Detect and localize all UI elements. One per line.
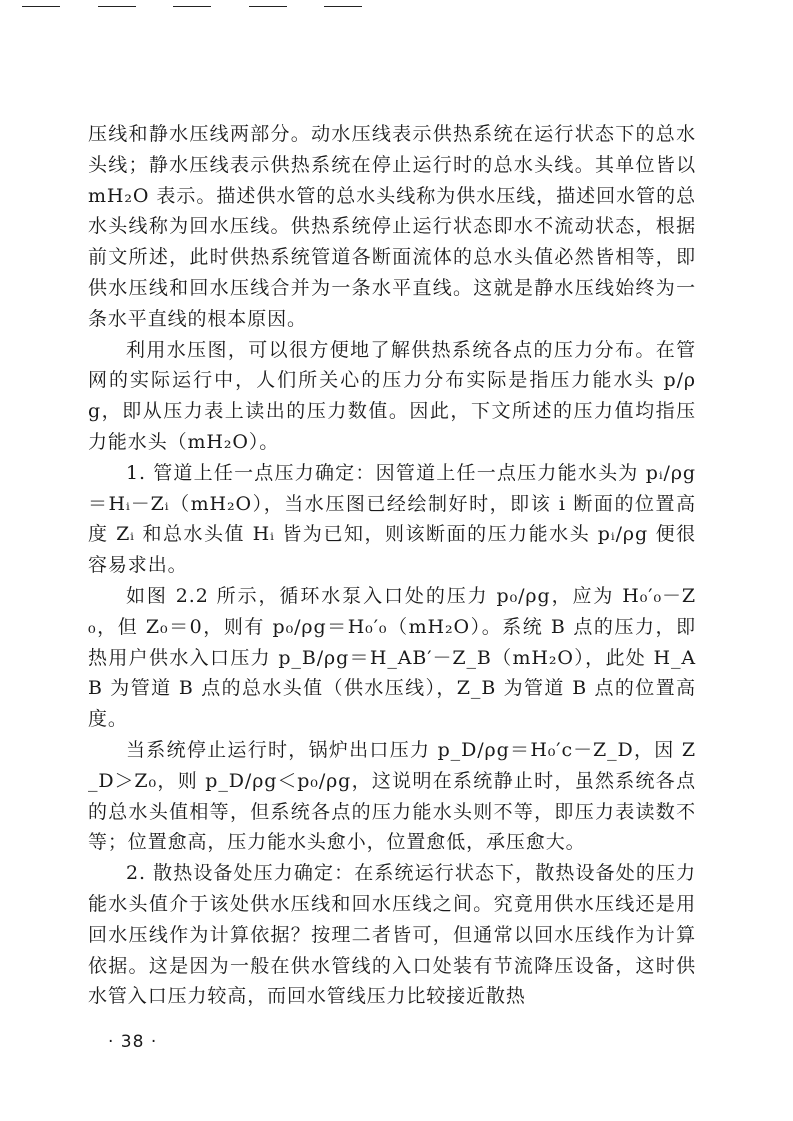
header-rule-5 <box>324 6 362 7</box>
header-rule-4 <box>249 6 287 7</box>
paragraph-radiator-pressure: 2. 散热设备处压力确定：在系统运行状态下，散热设备处的压力能水头值介于该处供水压线和回水压线之间。究竟用供水压线还是用回水压线作为计算依据？按理二者皆可，但通常以回水压线作为计算依据。这是因为一般在供水管线的入口处装有节流降压设备，这时供水管入口压力较高，而回水管线压力比较接近散热 <box>88 862 696 1008</box>
paragraph-pipe-point-pressure: 1. 管道上任一点压力确定：因管道上任一点压力能水头为 pᵢ/ρg＝Hᵢ－Zᵢ（mH₂O），当水压图已经绘制好时，即该 i 断面的位置高度 Zᵢ 和总水头值 Hᵢ 皆为已知，则该断面的压力能水头 pᵢ/ρg 便很容易求出。 <box>88 461 696 577</box>
paragraph-pressure-distribution: 利用水压图，可以很方便地了解供热系统各点的压力分布。在管网的实际运行中，人们所关心的压力分布实际是指压力能水头 p/ρg，即从压力表上读出的压力数值。因此，下文所述的压力值均指压力能水头（mH₂O）。 <box>88 338 696 453</box>
paragraph-static-vs-dynamic-pressure-lines: 压线和静水压线两部分。动水压线表示供热系统在运行状态下的总水头线；静水压线表示供热系统在停止运行时的总水头线。其单位皆以 mH₂O 表示。描述供水管的总水头线称为供水压线，描述回水管的总水头线称为回水压线。供热系统停止运行状态即水不流动状态，根据前文所述，此时供热系统管道各断面流体的总水头值必然皆相等，即供水压线和回水压线合并为一条水平直线。这就是静水压线始终为一条水平直线的根本原因。 <box>88 123 696 330</box>
paragraph-system-stopped: 当系统停止运行时，锅炉出口压力 p_D/ρg＝H₀′c－Z_D，因 Z_D＞Z₀，则 p_D/ρg＜p₀/ρg，这说明在系统静止时，虽然系统各点的总水头值相等，但系统各点的压力能水头则不等，即压力表读数不等；位置愈高，压力能水头愈小，位置愈低，承压愈大。 <box>88 738 696 854</box>
header-rule-3 <box>173 6 211 7</box>
page-body <box>88 119 696 1012</box>
header-rule-2 <box>98 6 136 7</box>
paragraph-figure-2-2-example: 如图 2.2 所示，循环水泵入口处的压力 p₀/ρg，应为 H₀′₀－Z₀，但 Z₀＝0，则有 p₀/ρg＝H₀′₀（mH₂O）。系统 B 点的压力，即热用户供水入口压力 p_B/ρg＝H_AB′－Z_B（mH₂O），此处 H_AB 为管道 B 点的总水头值（供水压线），Z_B 为管道 B 点的位置高度。 <box>88 584 696 731</box>
header-rules <box>0 0 793 14</box>
page-number: · 38 · <box>108 1032 158 1052</box>
header-rule-1 <box>22 6 60 7</box>
